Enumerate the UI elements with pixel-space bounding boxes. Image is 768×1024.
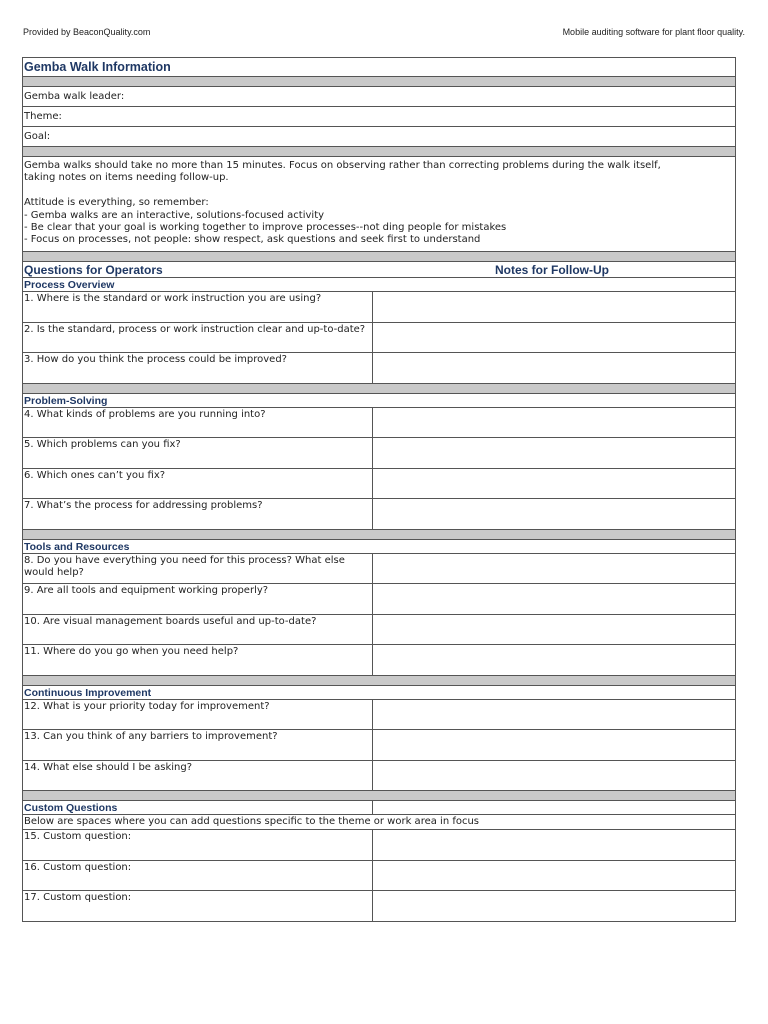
question-row xyxy=(23,438,735,469)
questions-column-header: Questions for Operators xyxy=(24,263,163,277)
section-header xyxy=(23,540,735,554)
notes-cell[interactable] xyxy=(372,761,735,791)
info-title-row xyxy=(23,58,735,77)
question-row xyxy=(23,700,735,731)
question-row xyxy=(23,323,735,354)
tagline-text: Mobile auditing software for plant floor quality. xyxy=(562,27,745,37)
section-title: Process Overview xyxy=(24,279,115,291)
notes-cell[interactable] xyxy=(372,730,735,760)
notes-cell[interactable] xyxy=(372,323,735,353)
gray-divider xyxy=(23,791,735,801)
question-row xyxy=(23,469,735,500)
notes-cell[interactable] xyxy=(372,554,735,584)
gray-divider xyxy=(23,147,735,157)
section-title: Custom Questions xyxy=(24,802,118,814)
intro-block xyxy=(23,157,735,252)
question-text: 2. Is the standard, process or work instruction clear and up-to-date? xyxy=(24,323,366,335)
section-title: Tools and Resources xyxy=(24,540,130,553)
question-text: 11. Where do you go when you need help? xyxy=(24,646,239,657)
field-theme[interactable] xyxy=(23,107,735,127)
section-note: Below are spaces where you can add questions specific to the theme or work area in focus xyxy=(24,816,480,827)
notes-cell[interactable] xyxy=(372,438,735,468)
question-row xyxy=(23,830,735,861)
question-text: 13. Can you think of any barriers to improvement? xyxy=(24,731,278,742)
info-title: Gemba Walk Information xyxy=(24,60,171,74)
question-text: 14. What else should I be asking? xyxy=(24,761,193,773)
intro-line: Attitude is everything, so remember: xyxy=(24,197,209,209)
question-text: 12. What is your priority today for improvement? xyxy=(24,700,270,712)
question-row xyxy=(23,353,735,384)
question-text: 10. Are visual management boards useful and up-to-date? xyxy=(24,615,317,627)
question-row xyxy=(23,408,735,439)
notes-cell[interactable] xyxy=(372,469,735,499)
notes-cell[interactable] xyxy=(372,584,735,614)
question-row xyxy=(23,615,735,646)
question-text: 17. Custom question: xyxy=(24,892,132,903)
notes-cell[interactable] xyxy=(372,499,735,529)
gray-divider xyxy=(23,252,735,262)
question-row xyxy=(23,584,735,615)
question-sections xyxy=(23,278,735,922)
gray-divider xyxy=(23,676,735,686)
question-text: 9. Are all tools and equipment working properly? xyxy=(24,585,269,596)
intro-line: - Gemba walks are an interactive, solutions-focused activity xyxy=(24,209,325,221)
field-leader-label: Gemba walk leader: xyxy=(24,91,125,102)
notes-cell[interactable] xyxy=(372,353,735,383)
notes-cell[interactable] xyxy=(372,292,735,322)
intro-line: - Focus on processes, not people: show respect, ask questions and seek first to understand xyxy=(24,234,481,246)
intro-line: taking notes on items needing follow-up. xyxy=(24,172,229,184)
gray-divider xyxy=(23,77,735,87)
question-row xyxy=(23,861,735,892)
question-row xyxy=(23,730,735,761)
section-title: Continuous Improvement xyxy=(24,686,152,699)
column-header-row xyxy=(23,262,735,278)
field-goal-label: Goal: xyxy=(24,131,51,142)
question-text: 3. How do you think the process could be improved? xyxy=(24,354,287,365)
question-text: 4. What kinds of problems are you running into? xyxy=(24,408,266,420)
question-text: 16. Custom question: xyxy=(24,861,132,873)
question-text: 1. Where is the standard or work instruction you are using? xyxy=(24,293,322,304)
notes-cell[interactable] xyxy=(372,861,735,891)
gray-divider xyxy=(23,384,735,394)
section-header xyxy=(23,394,735,408)
notes-cell[interactable] xyxy=(372,645,735,675)
notes-column-header: Notes for Follow-Up xyxy=(495,263,609,277)
question-text: 6. Which ones can’t you fix? xyxy=(24,469,166,481)
question-text: 7. What’s the process for addressing problems? xyxy=(24,500,263,511)
question-row xyxy=(23,645,735,676)
field-goal[interactable] xyxy=(23,127,735,147)
notes-cell[interactable] xyxy=(372,891,735,921)
page-header xyxy=(0,0,768,40)
notes-cell[interactable] xyxy=(372,408,735,438)
notes-cell[interactable] xyxy=(372,830,735,860)
section-header xyxy=(23,278,735,292)
intro-line xyxy=(24,185,734,197)
notes-cell[interactable] xyxy=(372,700,735,730)
section-header xyxy=(23,801,735,815)
question-row xyxy=(23,761,735,792)
question-row xyxy=(23,292,735,323)
notes-cell[interactable] xyxy=(372,615,735,645)
gemba-walk-sheet xyxy=(22,57,736,922)
provided-by-text: Provided by BeaconQuality.com xyxy=(23,27,151,37)
question-text: 5. Which problems can you fix? xyxy=(24,439,181,450)
section-header xyxy=(23,686,735,700)
field-leader[interactable] xyxy=(23,87,735,107)
question-row xyxy=(23,554,735,585)
intro-line: - Be clear that your goal is working together to improve processes--not ding people for mistakes xyxy=(24,222,507,234)
field-theme-label: Theme: xyxy=(24,111,62,122)
question-text: 8. Do you have everything you need for this process? What else would help? xyxy=(24,554,345,578)
gray-divider xyxy=(23,530,735,540)
intro-text xyxy=(23,157,735,250)
section-note-row xyxy=(23,815,735,830)
question-row xyxy=(23,499,735,530)
question-text: 15. Custom question: xyxy=(24,831,132,842)
column-divider xyxy=(372,801,373,814)
intro-line: Gemba walks should take no more than 15 minutes. Focus on observing rather than correcting problems during the walk itself, xyxy=(24,160,661,171)
section-title: Problem-Solving xyxy=(24,394,108,407)
question-row xyxy=(23,891,735,922)
